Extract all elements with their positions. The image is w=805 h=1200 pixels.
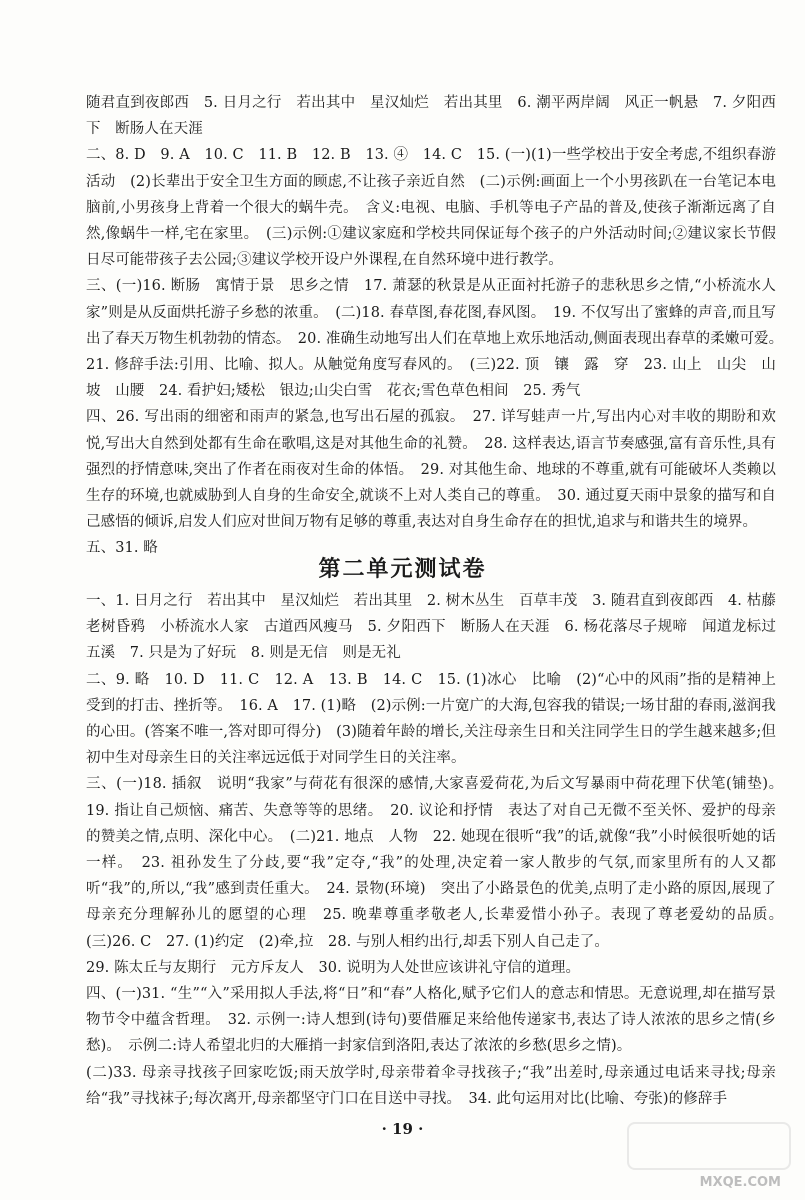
answer-paragraph: 三、(一)16. 断肠 寓情于景 思乡之情 17. 萧瑟的秋景是从正面衬托游子的悲秋思乡之情,“小桥流水人家”则是从反面烘托游子乡愁的浓重。 (二)18. 春草图,春花图,春风图。 19. 不仅写出了蜜蜂的声音,而且写出了春天万物生机勃勃的情态。 20. 准确生动地写出人们在草地上欢乐地活动,侧面表现出春草的柔嫩可爱。 21. 修辞手法:引用、比喻、拟人。从触觉角度写春风的。 (三)22. 顶 镶 露 穿 23. 山上 山尖 山坡 山腰 24. 看护妇;矮松 银边;山尖白雪 花衣;雪色草色相间 25. 秀气	[86, 278, 791, 400]
answer-paragraph: 五、31. 略	[86, 540, 158, 557]
answer-paragraph: 29. 陈太丘与友期行 元方斥友人 30. 说明为人处世应该讲礼守信的道理。	[86, 959, 581, 976]
answer-paragraph: 二、8. D 9. A 10. C 11. B 12. B 13. ④ 14. C 15. (一)(1)一些学校出于安全考虑,不组织春游活动 (2)长辈出于安全卫生方面的顾虑,不让孩子亲近自然 (二)示例:画面上一个小男孩趴在一台笔记本电脑前,小男孩身上背着一个很大的蜗牛壳。 含义:电视、电脑、手机等电子产品的普及,使孩子渐渐远离了自然,像蜗牛一样,宅在家里。 (三)示例:①建议家庭和学校共同保证每个孩子的户外活动时间;②建议家长节假日尽可能带孩子去公园;③建议学校开设户外课程,在自然环境中进行教学。	[86, 147, 776, 269]
answer-section-unit1	[86, 90, 791, 562]
watermark-logo-icon	[627, 1122, 791, 1170]
answer-paragraph: 随君直到夜郎西 5. 日月之行 若出其中 星汉灿烂 若出其里 6. 潮平两岸阔 风正一帆悬 7. 夕阳西下 断肠人在天涯	[86, 95, 776, 138]
answer-paragraph: 二、9. 略 10. D 11. C 12. A 13. B 14. C 15. (1)冰心 比喻 (2)“心中的风雨”指的是精神上受到的打击、挫折等。 16. A 17. (1)略 (2)示例:一片宽广的大海,包容我的错误;一场甘甜的春雨,滋润我的心田。(答案不唯一,答对即可得分) (3)随着年龄的增长,关注母亲生日和关注同学生日的学生越来越多;但初中生对母亲生日的关注率远远低于对同学生日的关注率。	[86, 671, 776, 767]
watermark-text: MXQE.COM	[699, 1175, 781, 1190]
answer-paragraph: 三、(一)18. 插叙 说明“我家”与荷花有很深的感情,大家喜爱荷花,为后文写暴雨中荷花理下伏笔(铺垫)。 19. 指让自己烦恼、痛苦、失意等等的思绪。 20. 议论和抒情 表达了对自己无微不至关怀、爱护的母亲的赞美之情,点明、深化中心。 (二)21. 地点 人物 22. 她现在很听“我”的话,就像“我”小时候很听她的话一样。 23. 祖孙发生了分歧,要“我”定夺,“我”的处理,决定着一家人散步的气氛,而家里所有的人又都听“我”的,所以,“我”感到责任重大。 24. 景物(环境) 突出了小路景色的优美,点明了走小路的原因,展现了母亲充分理解孙儿的愿望的心理 25. 晚辈尊重孝敬老人,长辈爱惜小孙子。表现了尊老爱幼的品质。 (三)26. C 27. (1)约定 (2)牵,拉 28. 与别人相约出行,却丢下别人自己走了。	[86, 776, 791, 950]
watermark	[627, 1122, 787, 1190]
answer-paragraph: 一、1. 日月之行 若出其中 星汉灿烂 若出其里 2. 树木丛生 百草丰茂 3. 随君直到夜郎西 4. 枯藤老树昏鸦 小桥流水人家 古道西风瘦马 5. 夕阳西下 断肠人在天涯 6. 杨花落尽子规啼 闻道龙标过五溪 7. 只是为了好玩 8. 则是无信 则是无礼	[86, 593, 776, 662]
section-heading: 第二单元测试卷	[318, 557, 487, 582]
answer-section-unit2	[86, 588, 791, 1112]
page-number: · 19 ·	[381, 1120, 424, 1138]
answer-paragraph: 四、(一)31. “生”“入”采用拟人手法,将“日”和“春”人格化,赋予它们人的意志和情思。无意说理,却在描写景物节令中蕴含哲理。 32. 示例一:诗人想到(诗句)要借雁足来给他传递家书,表达了诗人浓浓的思乡之情(乡愁)。 示例二:诗人希望北归的大雁捎一封家信到洛阳,表达了浓浓的乡愁(思乡之情)。	[86, 986, 776, 1055]
answer-paragraph: 四、26. 写出雨的细密和雨声的紧急,也写出石屋的孤寂。 27. 详写蛙声一片,写出内心对丰收的期盼和欢悦,写出大自然到处都有生命在歌唱,这是对其他生命的礼赞。 28. 这样表达,语言节奏感强,富有音乐性,具有强烈的抒情意味,突出了作者在雨夜对生命的体悟。 29. 对其他生命、地球的不尊重,就有可能破坏人类赖以生存的环境,也就威胁到人自身的生命安全,就谈不上对人类自己的尊重。 30. 通过夏天雨中景象的描写和自己感悟的倾诉,启发人们应对世间万物有足够的尊重,表达对自身生命存在的担忧,追求与和谐共生的境界。	[86, 409, 776, 531]
answer-paragraph: (二)33. 母亲寻找孩子回家吃饭;雨天放学时,母亲带着伞寻找孩子;“我”出差时,母亲通过电话来寻找;母亲给“我”寻找袜子;每次离开,母亲都坚守门口在目送中寻找。 34. 此句运用对比(比喻、夸张)的修辞手	[86, 1064, 776, 1107]
